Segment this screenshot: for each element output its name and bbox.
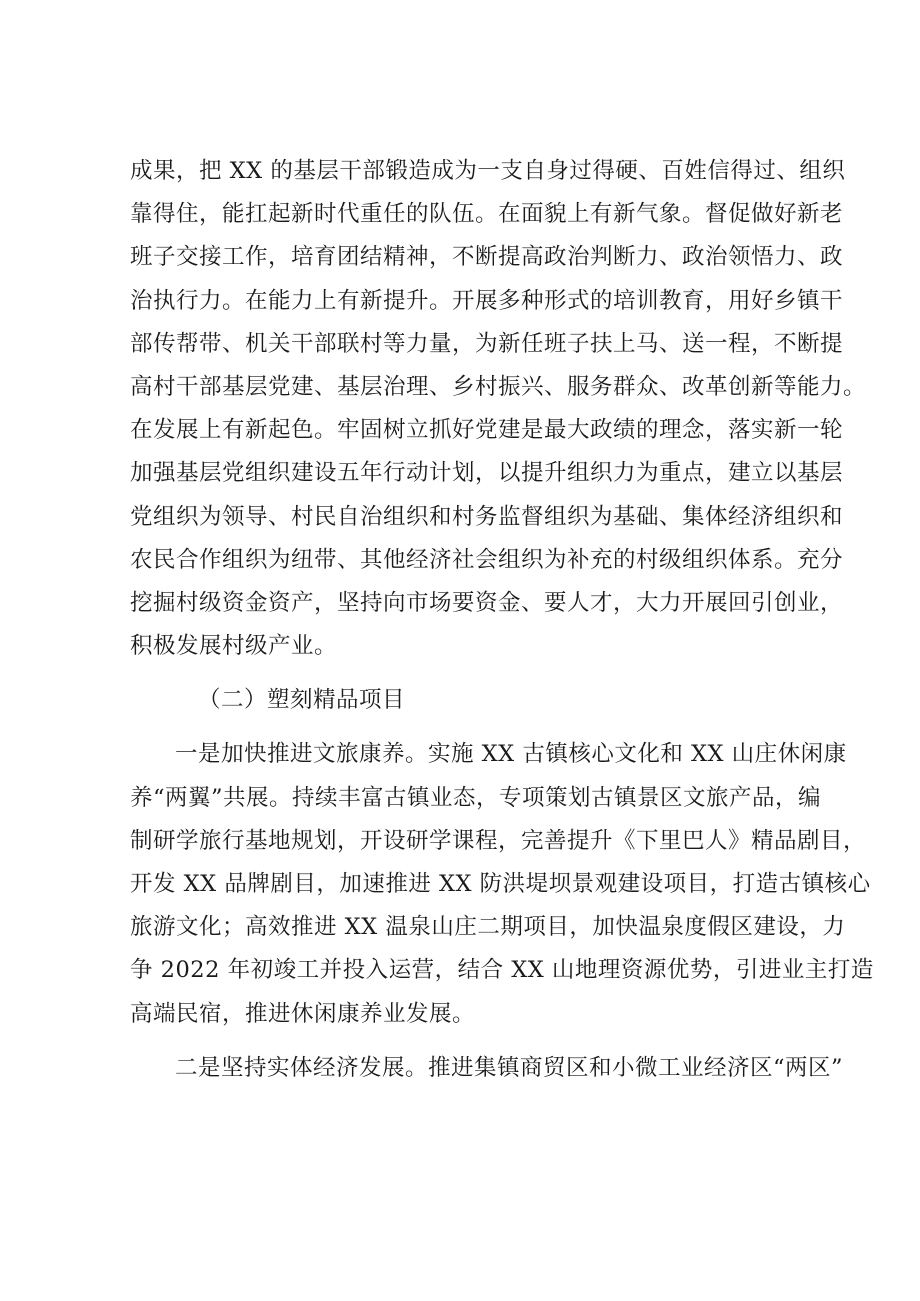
text-line: 旅游文化；高效推进 XX 温泉山庄二期项目，加快温泉度假区建设，力: [130, 914, 846, 941]
document-body: [130, 150, 874, 1090]
text-line: 部传帮带、机关干部联村等力量，为新任班子扶上马、送一程，不断提: [130, 330, 844, 357]
section-heading: [130, 679, 814, 722]
text-line: 养“两翼”共展。持续丰富古镇业态，专项策划古镇景区文旅产品，编: [130, 784, 822, 811]
text-line: 一是加快推进文旅康养。实施 XX 古镇核心文化和 XX 山庄休闲康: [175, 741, 847, 768]
text-line: 制研学旅行基地规划，开设研学课程，完善提升《下里巴人》精品剧目，: [130, 827, 867, 854]
text-line: 高端民宿，推进休闲康养业发展。: [130, 1000, 476, 1027]
text-line: 二是坚持实体经济发展。推进集镇商贸区和小微工业经济区“两区”: [175, 1054, 844, 1081]
paragraph-cultural-tourism: [130, 733, 874, 1035]
text-line: 治执行力。在能力上有新提升。开展多种形式的培训教育，用好乡镇干: [130, 287, 844, 314]
text-line: 党组织为领导、村民自治组织和村务监督组织为基础、集体经济组织和: [130, 503, 844, 530]
paragraph-cadre-team: [130, 150, 867, 668]
text-line: 积极发展村级产业。: [130, 633, 338, 660]
text-line: 争 2022 年初竣工并投入运营，结合 XX 山地理资源优势，引进业主打造: [130, 957, 874, 984]
text-line: 挖掘村级资金资产，坚持向市场要资金、要人才，大力开展回引创业，: [130, 589, 844, 616]
text-line: 开发 XX 品牌剧目，加速推进 XX 防洪堤坝景观建设项目，打造古镇核心: [130, 871, 871, 897]
text-line: 成果，把 XX 的基层干部锻造成为一支自身过得硬、百姓信得过、组织: [130, 158, 846, 184]
text-line: 靠得住，能扛起新时代重任的队伍。在面貌上有新气象。督促做好新老: [130, 201, 844, 228]
text-line: 班子交接工作，培育团结精神，不断提高政治判断力、政治领悟力、政: [130, 244, 844, 271]
text-line: 在发展上有新起色。牢固树立抓好党建是最大政绩的理念，落实新一轮: [130, 417, 844, 444]
section-heading-text: （二）塑刻精品项目: [198, 687, 406, 714]
text-line: 高村干部基层党建、基层治理、乡村振兴、服务群众、改革创新等能力。: [130, 373, 867, 400]
paragraph-real-economy: [130, 1047, 844, 1090]
text-line: 加强基层党组织建设五年行动计划，以提升组织力为重点，建立以基层: [130, 460, 844, 487]
text-line: 农民合作组织为纽带、其他经济社会组织为补充的村级组织体系。充分: [130, 546, 844, 573]
